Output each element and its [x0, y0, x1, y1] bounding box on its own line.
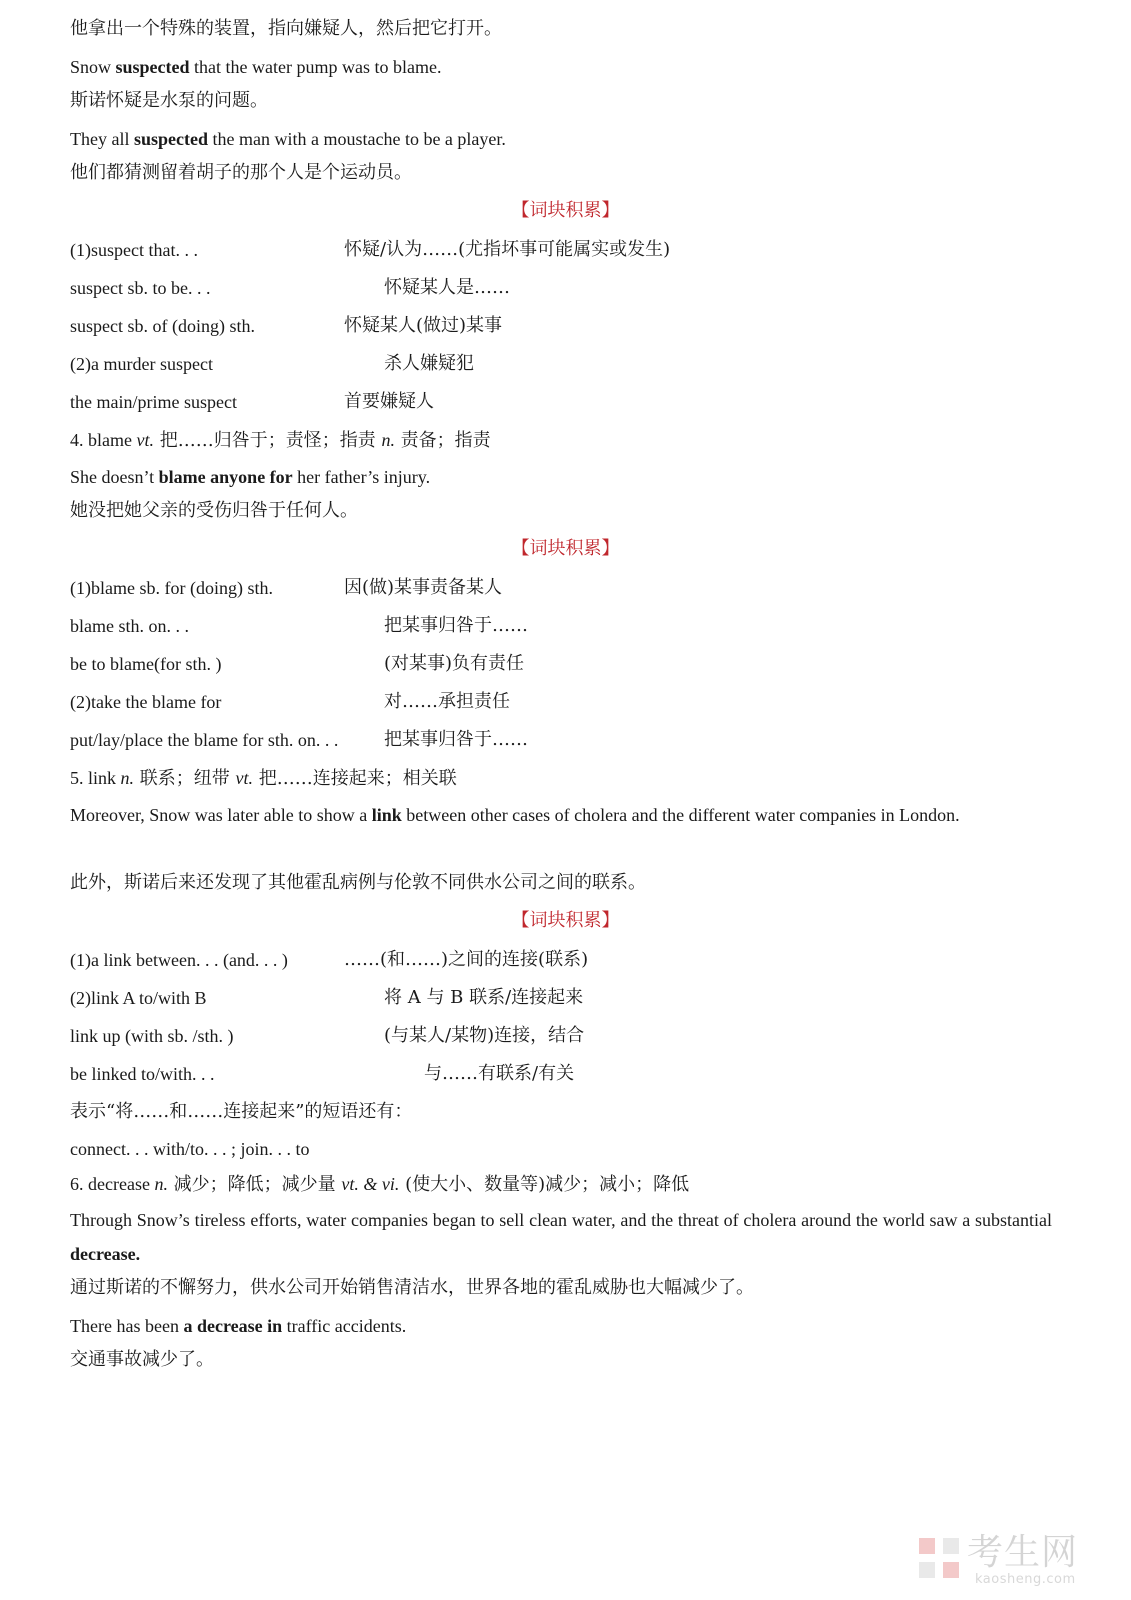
- example-sentence: [70, 56, 441, 78]
- watermark-url: kaosheng.com: [975, 1572, 1076, 1587]
- text-span: between other cases of cholera and the different water companies in London.: [401, 805, 960, 825]
- text-span: the man with a moustache to be a player.: [208, 129, 506, 149]
- phrase-en: the main/prime suspect: [70, 392, 237, 412]
- text-line: connect. . . with/to. . . ; join. . . to: [70, 1139, 310, 1159]
- text-span: 把……归咎于；责怪；指责: [153, 430, 382, 451]
- phrase-cn: 把某事归咎于……: [384, 729, 528, 750]
- phrase-en: (2)link A to/with B: [70, 988, 207, 1008]
- text-span: traffic accidents.: [282, 1316, 407, 1336]
- phrase-en: (1)a link between. . . (and. . . ): [70, 950, 288, 970]
- translation: 她没把她父亲的受伤归咎于任何人。: [70, 500, 358, 521]
- text-span: She doesn’t: [70, 467, 159, 487]
- section-heading: 【词块积累】: [511, 910, 620, 931]
- text-span: (使大小、数量等)减少；减小；降低: [399, 1174, 690, 1195]
- phrase-cn: 怀疑某人是……: [384, 277, 510, 298]
- text-span: Snow: [70, 57, 116, 77]
- text-line: 表示“将……和……连接起来”的短语还有：: [70, 1101, 413, 1122]
- text-span: 减少；降低；减少量: [167, 1174, 342, 1195]
- phrase-cn: 怀疑某人(做过)某事: [344, 315, 503, 336]
- text-span: 联系；纽带: [134, 768, 236, 789]
- vocab-entry: [70, 429, 491, 452]
- keyword: suspected: [133, 129, 208, 149]
- text-span: that the water pump was to blame.: [189, 57, 442, 77]
- phrase-en: be linked to/with. . .: [70, 1064, 215, 1084]
- example-paragraph: [70, 798, 1052, 832]
- example-sentence: [70, 1315, 406, 1337]
- part-of-speech: vt.: [136, 430, 154, 450]
- text-span: They all: [70, 129, 134, 149]
- translation: 交通事故减少了。: [70, 1349, 214, 1370]
- phrase-cn: 怀疑/认为……(尤指坏事可能属实或发生): [344, 239, 671, 260]
- text-span: There has been: [70, 1316, 184, 1336]
- text-line: 他拿出一个特殊的装置，指向嫌疑人，然后把它打开。: [70, 18, 502, 39]
- phrase-cn: 因(做)某事责备某人: [344, 577, 503, 598]
- translation: 他们都猜测留着胡子的那个人是个运动员。: [70, 162, 412, 183]
- vocab-entry: [70, 1173, 689, 1196]
- phrase-cn: (对某事)负有责任: [384, 653, 525, 674]
- phrase-cn: 首要嫌疑人: [344, 391, 434, 412]
- phrase-cn: 将 A 与 B 联系/连接起来: [384, 987, 584, 1008]
- text-span: 6. decrease: [70, 1174, 155, 1194]
- phrase-cn: ……(和……)之间的连接(联系): [344, 949, 589, 970]
- translation: 此外，斯诺后来还发现了其他霍乱病例与伦敦不同供水公司之间的联系。: [70, 872, 646, 893]
- keyword: decrease.: [70, 1244, 141, 1264]
- phrase-en: suspect sb. to be. . .: [70, 278, 211, 298]
- phrase-en: be to blame(for sth. ): [70, 654, 222, 674]
- phrase-en: (2)a murder suspect: [70, 354, 213, 374]
- phrase-cn: 对……承担责任: [384, 691, 510, 712]
- keyword: suspected: [115, 57, 190, 77]
- phrase-en: (2)take the blame for: [70, 692, 222, 712]
- phrase-cn: (与某人/某物)连接，结合: [384, 1025, 585, 1046]
- example-sentence: [70, 128, 506, 150]
- phrase-en: blame sth. on. . .: [70, 616, 189, 636]
- phrase-en: (1)suspect that. . .: [70, 240, 198, 260]
- keyword: link: [371, 805, 402, 825]
- part-of-speech: vt. & vi.: [341, 1174, 400, 1194]
- part-of-speech: n.: [120, 768, 135, 788]
- phrase-en: suspect sb. of (doing) sth.: [70, 316, 255, 336]
- text-span: Through Snow’s tireless efforts, water companies began to sell clean water, and the threat of cholera around the world saw a substantial: [70, 1210, 1052, 1230]
- part-of-speech: vt.: [235, 768, 253, 788]
- translation: 斯诺怀疑是水泵的问题。: [70, 90, 268, 111]
- example-sentence: [70, 466, 430, 488]
- section-heading: 【词块积累】: [511, 200, 620, 221]
- section-heading: 【词块积累】: [511, 538, 620, 559]
- text-span: her father’s injury.: [292, 467, 431, 487]
- text-span: 把……连接起来；相关联: [252, 768, 457, 789]
- text-span: 4. blame: [70, 430, 137, 450]
- phrase-cn: 与……有联系/有关: [424, 1063, 575, 1084]
- phrase-en: (1)blame sb. for (doing) sth.: [70, 578, 273, 598]
- watermark-cn: 考生网: [967, 1532, 1079, 1573]
- translation: 通过斯诺的不懈努力，供水公司开始销售清洁水，世界各地的霍乱威胁也大幅减少了。: [70, 1277, 754, 1298]
- part-of-speech: n.: [154, 1174, 168, 1194]
- keyword: blame anyone for: [158, 467, 293, 487]
- watermark: [917, 1532, 1087, 1588]
- phrase-cn: 把某事归咎于……: [384, 615, 528, 636]
- text-span: 5. link: [70, 768, 121, 788]
- kaosheng-logo-icon: [917, 1536, 961, 1580]
- phrase-cn: 杀人嫌疑犯: [384, 353, 474, 374]
- phrase-en: put/lay/place the blame for sth. on. . .: [70, 730, 339, 750]
- vocab-entry: [70, 767, 457, 790]
- example-paragraph: [70, 1203, 1052, 1271]
- text-span: Moreover, Snow was later able to show a: [70, 805, 372, 825]
- phrase-en: link up (with sb. /sth. ): [70, 1026, 234, 1046]
- keyword: a decrease in: [183, 1316, 283, 1336]
- part-of-speech: n.: [381, 430, 395, 450]
- text-span: 责备；指责: [394, 430, 491, 451]
